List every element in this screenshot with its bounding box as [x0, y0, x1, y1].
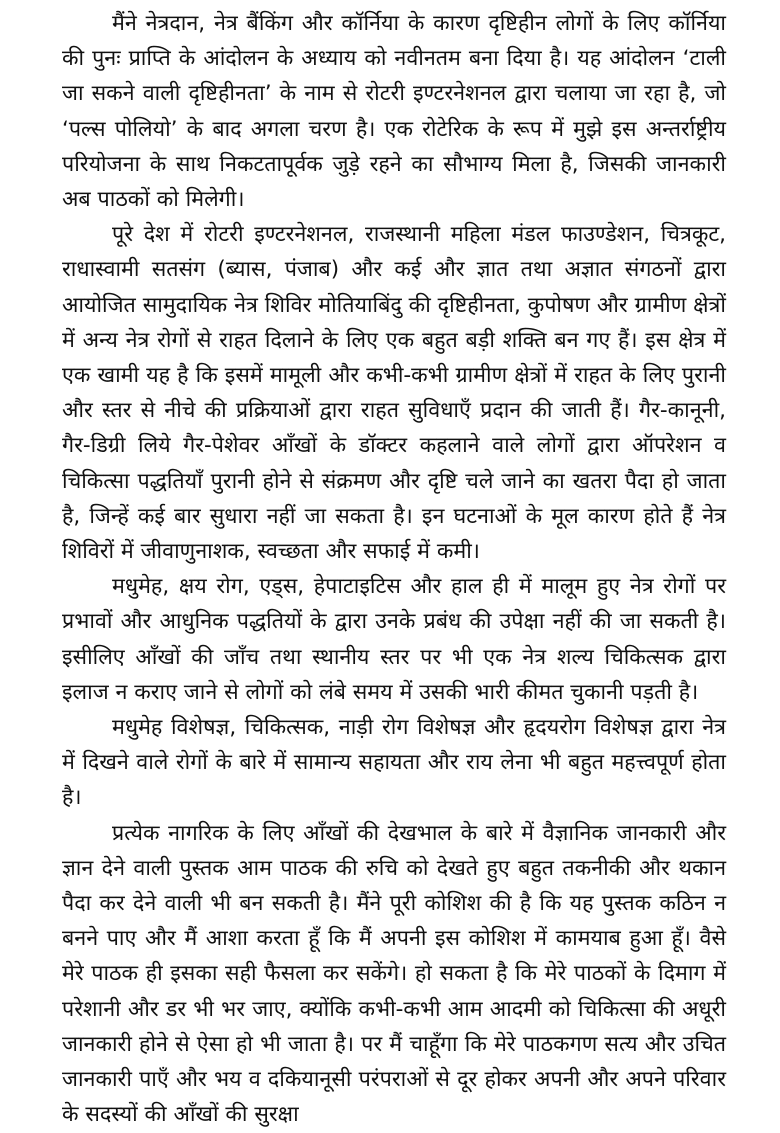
paragraph-preface: मैंने नेत्रदान, नेत्र बैंकिंग और कॉर्निया के कारण दृष्टिहीन लोगों के लिए कॉर्निया की पुनः प्राप्ति के आंदोलन के अध्याय को नवीनतम बना दिया है। यह आंदोलन ‘टाली जा सकने वाली दृष्टिहीनता’ के नाम से रोटरी इण्टरनेशनल द्वारा चलाया जा रहा है, जो ‘पल्स पोलियो’ के बाद अगला चरण है। एक रोटेरिक के रूप में मुझे इस अन्तर्राष्ट्रीय परियोजना के साथ निकटतापूर्वक जुड़े रहने का सौभाग्य मिला है, जिसकी जानकारी अब पाठकों को मिलेगी।	[62, 11, 726, 213]
paragraph-eye-camps: पूरे देश में रोटरी इण्टरनेशनल, राजस्थानी महिला मंडल फाउण्डेशन, चित्रकूट, राधास्वामी सतसंग (ब्यास, पंजाब) और कई और ज्ञात तथा अज्ञात संगठनों द्वारा आयोजित सामुदायिक नेत्र शिविर मोतियाबिंदु की दृष्टिहीनता, कुपोषण और ग्रामीण क्षेत्रों में अन्य नेत्र रोगों से राहत दिलाने के लिए एक बहुत बड़ी शक्ति बन गए हैं। इस क्षेत्र में एक खामी यह है कि इसमें मामूली और कभी-कभी ग्रामीण क्षेत्रों में राहत के लिए पुरानी और स्तर से नीचे की प्रक्रियाओं द्वारा राहत सुविधाएँ प्रदान की जाती हैं। गैर-कानूनी, गैर-डिग्री लिये गैर-पेशेवर आँखों के डॉक्टर कहलाने वाले लोगों द्वारा ऑपरेशन व चिकित्सा पद्धतियाँ पुरानी होने से संक्रमण और दृष्टि चले जाने का खतरा पैदा हो जाता है, जिन्हें कई बार सुधारा नहीं जा सकता है। इन घटनाओं के मूल कारण होते हैं नेत्र शिविरों में जीवाणुनाशक, स्वच्छता और सफाई में कमी।	[62, 222, 726, 565]
paragraph-book-purpose: प्रत्येक नागरिक के लिए आँखों की देखभाल के बारे में वैज्ञानिक जानकारी और ज्ञान देने वाली पुस्तक आम पाठक की रुचि को देखते हुए बहुत तकनीकी और थकान पैदा कर देने वाली भी बन सकती है। मैंने पूरी कोशिश की है कि यह पुस्तक कठिन न बनने पाए और मैं आशा करता हूँ कि मैं अपनी इस कोशिश में कामयाब हुआ हूँ। वैसे मेरे पाठक ही इसका सही फैसला कर सकेंगे। हो सकता है कि मेरे पाठकों के दिमाग में परेशानी और डर भी भर जाए, क्योंकि कभी-कभी आम आदमी को चिकित्सा की अधूरी जानकारी होने से ऐसा हो भी जाता है। पर मैं चाहूँगा कि मेरे पाठकगण सत्य और उचित जानकारी पाएँ और भय व दकियानूसी परंपराओं से दूर होकर अपनी और अपने परिवार के सदस्यों की आँखों की सुरक्षा	[62, 820, 726, 1128]
paragraph-diseases: मधुमेह, क्षय रोग, एड्स, हेपाटाइटिस और हाल ही में मालूम हुए नेत्र रोगों पर प्रभावों और आधुनिक पद्धतियों के द्वारा उनके प्रबंध की उपेक्षा नहीं की जा सकती है। इसीलिए आँखों की जाँच तथा स्थानीय स्तर पर भी एक नेत्र शल्य चिकित्सक द्वारा इलाज न कराए जाने से लोगों को लंबे समय में उसकी भारी कीमत चुकानी पड़ती है।	[62, 574, 726, 705]
document-page	[62, 6, 726, 1133]
paragraph-specialists: मधुमेह विशेषज्ञ, चिकित्सक, नाड़ी रोग विशेषज्ञ और हृदयरोग विशेषज्ञ द्वारा नेत्र में दिखने वाले रोगों के बारे में सामान्य सहायता और राय लेना भी बहुत महत्त्वपूर्ण होता है।	[62, 715, 726, 811]
